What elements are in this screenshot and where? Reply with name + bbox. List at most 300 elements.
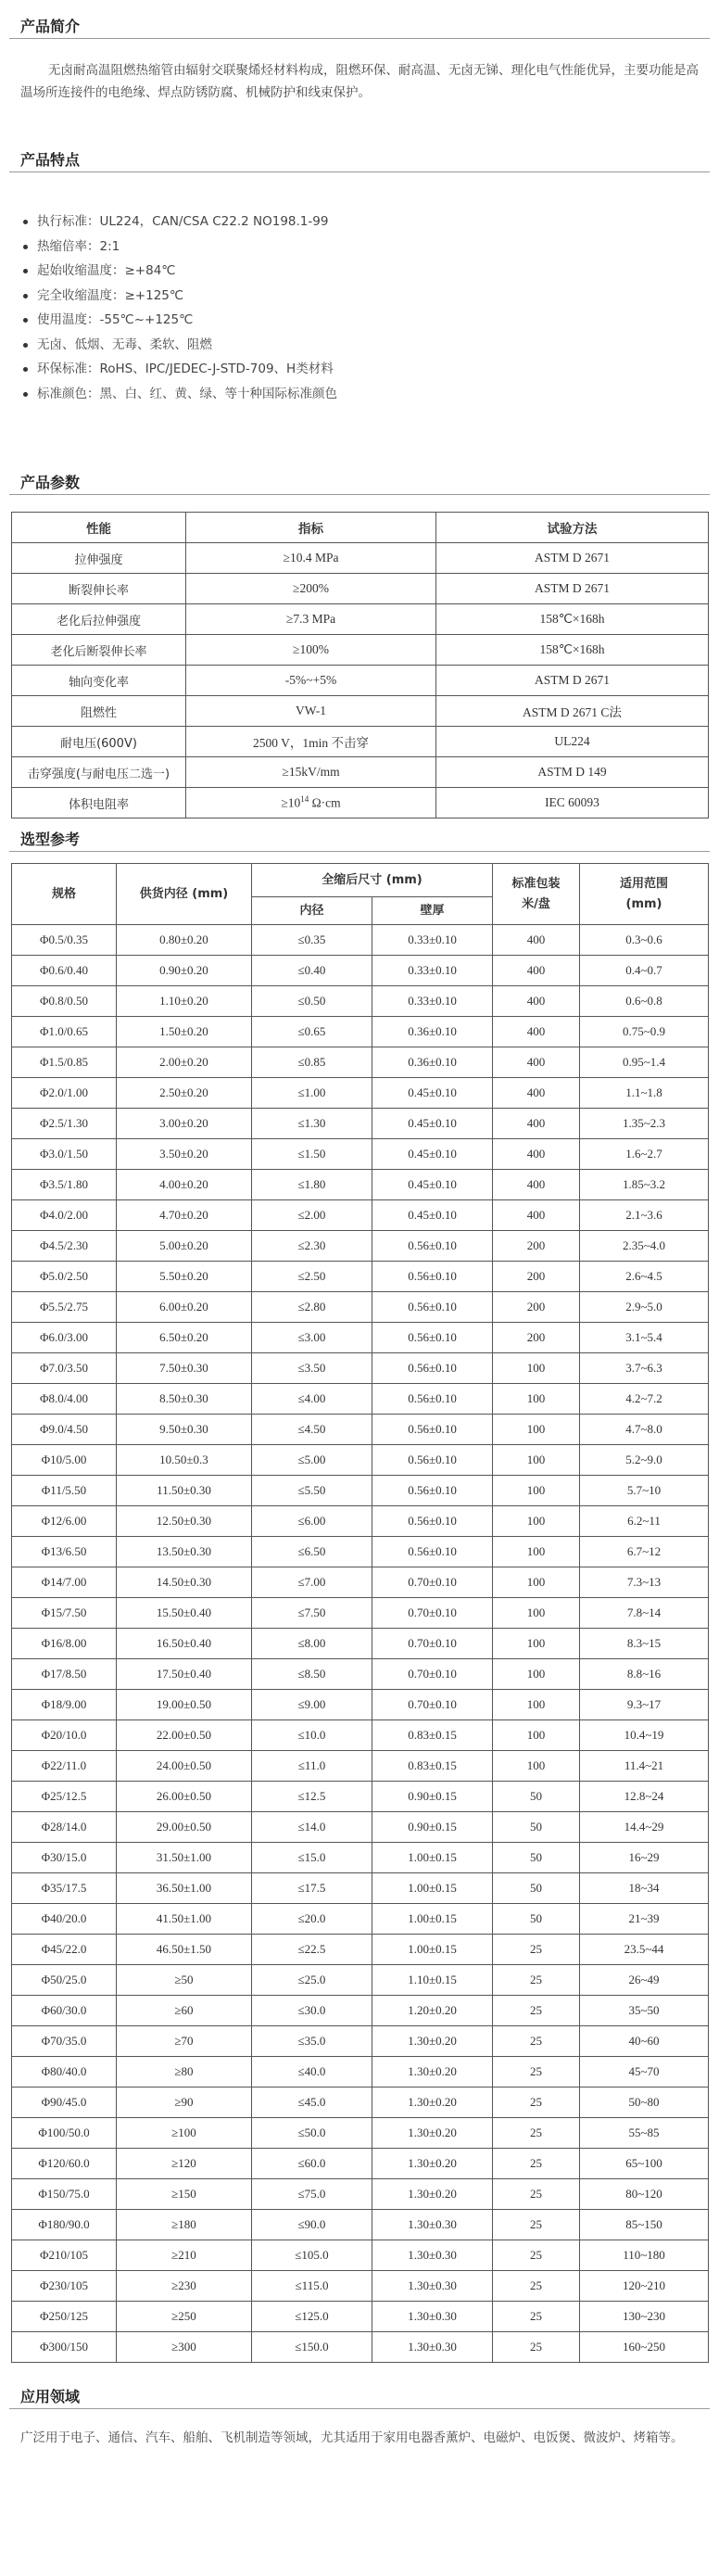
after-wall-cell: 1.30±0.20 <box>372 2026 493 2057</box>
supply-inner-cell: 8.50±0.30 <box>117 1384 252 1415</box>
after-wall-cell: 0.83±0.15 <box>372 1720 493 1751</box>
table-row <box>12 1415 709 1445</box>
table-row <box>12 2302 709 2332</box>
supply-inner-cell: ≥70 <box>117 2026 252 2057</box>
feature-item <box>20 235 719 260</box>
param-method: ASTM D 149 <box>436 757 709 788</box>
section-divider <box>9 494 710 495</box>
table-row <box>12 1690 709 1720</box>
header-packaging: 标准包装米/盘 <box>493 864 580 925</box>
after-wall-cell: 0.56±0.10 <box>372 1292 493 1323</box>
section-divider <box>9 171 710 172</box>
supply-inner-cell: ≥230 <box>117 2271 252 2302</box>
applications-paragraph: 广泛用于电子、通信、汽车、船舶、飞机制造等领域，尤其适用于家用电器香薰炉、电磁炉、电饭煲、微波炉、烤箱等。 <box>20 2430 684 2445</box>
supply-inner-cell: 0.90±0.20 <box>117 956 252 986</box>
spec-cell: Φ22/11.0 <box>12 1751 117 1782</box>
range-cell: 6.2~11 <box>580 1506 709 1537</box>
after-wall-cell: 1.30±0.30 <box>372 2240 493 2271</box>
after-wall-cell: 0.56±0.10 <box>372 1231 493 1262</box>
feature-text: 热缩倍率：2:1 <box>37 238 120 254</box>
after-wall-cell: 1.30±0.20 <box>372 2057 493 2087</box>
range-cell: 2.9~5.0 <box>580 1292 709 1323</box>
range-cell: 1.6~2.7 <box>580 1139 709 1170</box>
section-title-params: 产品参数 <box>20 474 81 491</box>
spec-cell: Φ120/60.0 <box>12 2149 117 2179</box>
after-wall-cell: 0.70±0.10 <box>372 1629 493 1659</box>
after-wall-cell: 0.56±0.10 <box>372 1262 493 1292</box>
header-after-shrink: 全缩后尺寸 (mm) <box>252 864 493 897</box>
packaging-cell: 400 <box>493 925 580 956</box>
range-cell: 55~85 <box>580 2118 709 2149</box>
spec-cell: Φ3.5/1.80 <box>12 1170 117 1200</box>
packaging-cell: 50 <box>493 1873 580 1904</box>
bullet-icon <box>23 294 28 298</box>
packaging-cell: 50 <box>493 1812 580 1843</box>
table-row <box>12 1629 709 1659</box>
range-cell: 7.8~14 <box>580 1598 709 1629</box>
packaging-cell: 400 <box>493 986 580 1017</box>
spec-cell: Φ9.0/4.50 <box>12 1415 117 1445</box>
params-row <box>12 543 709 574</box>
range-cell: 8.3~15 <box>580 1629 709 1659</box>
range-cell: 85~150 <box>580 2210 709 2240</box>
table-row <box>12 1384 709 1415</box>
after-wall-cell: 1.30±0.20 <box>372 2087 493 2118</box>
after-inner-cell: ≤30.0 <box>252 1996 372 2026</box>
after-inner-cell: ≤115.0 <box>252 2271 372 2302</box>
range-cell: 1.85~3.2 <box>580 1170 709 1200</box>
after-wall-cell: 1.00±0.15 <box>372 1873 493 1904</box>
feature-item <box>20 259 719 284</box>
after-inner-cell: ≤1.80 <box>252 1170 372 1200</box>
after-inner-cell: ≤4.00 <box>252 1384 372 1415</box>
feature-item <box>20 382 719 407</box>
after-wall-cell: 0.45±0.10 <box>372 1200 493 1231</box>
spec-cell: Φ100/50.0 <box>12 2118 117 2149</box>
table-row <box>12 1873 709 1904</box>
range-cell: 14.4~29 <box>580 1812 709 1843</box>
spec-cell: Φ25/12.5 <box>12 1782 117 1812</box>
param-value: ≥7.3 MPa <box>186 604 436 635</box>
spec-cell: Φ28/14.0 <box>12 1812 117 1843</box>
spec-cell: Φ11/5.50 <box>12 1476 117 1506</box>
after-wall-cell: 0.36±0.10 <box>372 1017 493 1047</box>
param-property: 拉伸强度 <box>12 543 186 574</box>
range-cell: 23.5~44 <box>580 1935 709 1965</box>
spec-cell: Φ45/22.0 <box>12 1935 117 1965</box>
after-inner-cell: ≤0.40 <box>252 956 372 986</box>
packaging-cell: 200 <box>493 1231 580 1262</box>
spec-cell: Φ2.0/1.00 <box>12 1078 117 1109</box>
param-value: $\ge 10^{14}$ Ω·cm <box>186 788 436 818</box>
params-row <box>12 604 709 635</box>
table-row <box>12 1965 709 1996</box>
header-after-wall: 壁厚 <box>372 897 493 925</box>
spec-cell: Φ7.0/3.50 <box>12 1353 117 1384</box>
packaging-cell: 100 <box>493 1751 580 1782</box>
after-inner-cell: ≤3.50 <box>252 1353 372 1384</box>
table-row <box>12 1047 709 1078</box>
supply-inner-cell: ≥50 <box>117 1965 252 1996</box>
after-wall-cell: 1.30±0.30 <box>372 2302 493 2332</box>
packaging-cell: 50 <box>493 1904 580 1935</box>
after-wall-cell: 0.70±0.10 <box>372 1659 493 1690</box>
params-header-cell: 试验方法 <box>436 513 709 543</box>
packaging-cell: 100 <box>493 1690 580 1720</box>
supply-inner-cell: 6.00±0.20 <box>117 1292 252 1323</box>
table-row <box>12 1904 709 1935</box>
range-cell: 35~50 <box>580 1996 709 2026</box>
supply-inner-cell: 3.50±0.20 <box>117 1139 252 1170</box>
range-cell: 0.3~0.6 <box>580 925 709 956</box>
table-row <box>12 1017 709 1047</box>
spec-cell: Φ2.5/1.30 <box>12 1109 117 1139</box>
supply-inner-cell: 11.50±0.30 <box>117 1476 252 1506</box>
range-cell: 0.95~1.4 <box>580 1047 709 1078</box>
table-row <box>12 2026 709 2057</box>
after-wall-cell: 1.30±0.20 <box>372 2118 493 2149</box>
table-row <box>12 1139 709 1170</box>
range-cell: 0.75~0.9 <box>580 1017 709 1047</box>
range-cell: 8.8~16 <box>580 1659 709 1690</box>
after-wall-cell: 0.45±0.10 <box>372 1139 493 1170</box>
after-wall-cell: 1.00±0.15 <box>372 1935 493 1965</box>
range-cell: 2.1~3.6 <box>580 1200 709 1231</box>
after-inner-cell: ≤17.5 <box>252 1873 372 1904</box>
supply-inner-cell: ≥60 <box>117 1996 252 2026</box>
after-inner-cell: ≤25.0 <box>252 1965 372 1996</box>
params-header-cell: 指标 <box>186 513 436 543</box>
after-wall-cell: 1.00±0.15 <box>372 1904 493 1935</box>
packaging-cell: 25 <box>493 2210 580 2240</box>
supply-inner-cell: ≥150 <box>117 2179 252 2210</box>
packaging-cell: 400 <box>493 1200 580 1231</box>
supply-inner-cell: 29.00±0.50 <box>117 1812 252 1843</box>
params-row <box>12 696 709 727</box>
section-header-params <box>0 456 719 499</box>
spec-cell: Φ4.5/2.30 <box>12 1231 117 1262</box>
after-wall-cell: 0.90±0.15 <box>372 1812 493 1843</box>
packaging-cell: 100 <box>493 1445 580 1476</box>
supply-inner-cell: 31.50±1.00 <box>117 1843 252 1873</box>
params-header-row <box>12 513 709 543</box>
table-row <box>12 1078 709 1109</box>
spec-cell: Φ250/125 <box>12 2302 117 2332</box>
table-row <box>12 1506 709 1537</box>
spec-cell: Φ20/10.0 <box>12 1720 117 1751</box>
after-wall-cell: 1.30±0.30 <box>372 2210 493 2240</box>
after-inner-cell: ≤15.0 <box>252 1843 372 1873</box>
packaging-cell: 25 <box>493 2057 580 2087</box>
range-cell: 0.6~0.8 <box>580 986 709 1017</box>
supply-inner-cell: ≥210 <box>117 2240 252 2271</box>
params-table <box>11 512 709 818</box>
after-inner-cell: ≤50.0 <box>252 2118 372 2149</box>
supply-inner-cell: 0.80±0.20 <box>117 925 252 956</box>
after-wall-cell: 0.33±0.10 <box>372 956 493 986</box>
bullet-icon <box>23 245 28 249</box>
param-property: 断裂伸长率 <box>12 574 186 604</box>
after-inner-cell: ≤20.0 <box>252 1904 372 1935</box>
feature-item <box>20 308 719 333</box>
spec-cell: Φ60/30.0 <box>12 1996 117 2026</box>
supply-inner-cell: 4.00±0.20 <box>117 1170 252 1200</box>
packaging-cell: 200 <box>493 1292 580 1323</box>
selection-header-row <box>12 864 709 897</box>
after-wall-cell: 0.56±0.10 <box>372 1384 493 1415</box>
packaging-cell: 400 <box>493 1017 580 1047</box>
feature-item <box>20 357 719 382</box>
table-row <box>12 986 709 1017</box>
supply-inner-cell: 1.10±0.20 <box>117 986 252 1017</box>
range-cell: 2.6~4.5 <box>580 1262 709 1292</box>
supply-inner-cell: 13.50±0.30 <box>117 1537 252 1567</box>
table-row <box>12 1170 709 1200</box>
after-inner-cell: ≤90.0 <box>252 2210 372 2240</box>
after-inner-cell: ≤8.50 <box>252 1659 372 1690</box>
range-cell: 160~250 <box>580 2332 709 2363</box>
feature-item <box>20 209 719 235</box>
supply-inner-cell: 22.00±0.50 <box>117 1720 252 1751</box>
after-wall-cell: 0.70±0.10 <box>372 1567 493 1598</box>
packaging-cell: 25 <box>493 2179 580 2210</box>
supply-inner-cell: 5.50±0.20 <box>117 1262 252 1292</box>
param-method: UL224 <box>436 727 709 757</box>
range-cell: 130~230 <box>580 2302 709 2332</box>
param-value: VW-1 <box>186 696 436 727</box>
packaging-cell: 100 <box>493 1598 580 1629</box>
packaging-cell: 25 <box>493 2332 580 2363</box>
header-after-inner: 内径 <box>252 897 372 925</box>
params-row <box>12 666 709 696</box>
supply-inner-cell: 14.50±0.30 <box>117 1567 252 1598</box>
after-inner-cell: ≤1.50 <box>252 1139 372 1170</box>
range-cell: 80~120 <box>580 2179 709 2210</box>
after-inner-cell: ≤9.00 <box>252 1690 372 1720</box>
feature-text: 执行标准：UL224，CAN/CSA C22.2 NO198.1-99 <box>37 214 329 229</box>
table-row <box>12 2149 709 2179</box>
section-divider <box>9 851 710 852</box>
table-row <box>12 1996 709 2026</box>
param-method: 158℃×168h <box>436 635 709 666</box>
packaging-cell: 25 <box>493 2240 580 2271</box>
spec-cell: Φ5.5/2.75 <box>12 1292 117 1323</box>
after-wall-cell: 0.56±0.10 <box>372 1476 493 1506</box>
after-wall-cell: 1.30±0.30 <box>372 2271 493 2302</box>
after-inner-cell: ≤0.50 <box>252 986 372 1017</box>
params-row <box>12 635 709 666</box>
section-divider <box>9 38 710 39</box>
after-wall-cell: 1.30±0.30 <box>372 2332 493 2363</box>
after-wall-cell: 0.33±0.10 <box>372 986 493 1017</box>
after-inner-cell: ≤4.50 <box>252 1415 372 1445</box>
supply-inner-cell: 2.00±0.20 <box>117 1047 252 1078</box>
packaging-cell: 400 <box>493 1047 580 1078</box>
table-row <box>12 1567 709 1598</box>
table-row <box>12 2118 709 2149</box>
table-row <box>12 2179 709 2210</box>
range-cell: 65~100 <box>580 2149 709 2179</box>
packaging-cell: 50 <box>493 1782 580 1812</box>
table-row <box>12 1751 709 1782</box>
after-inner-cell: ≤45.0 <box>252 2087 372 2118</box>
param-property: 体积电阻率 <box>12 788 186 818</box>
spec-cell: Φ4.0/2.00 <box>12 1200 117 1231</box>
features-list <box>0 176 719 456</box>
spec-cell: Φ180/90.0 <box>12 2210 117 2240</box>
range-cell: 5.2~9.0 <box>580 1445 709 1476</box>
packaging-cell: 100 <box>493 1506 580 1537</box>
spec-cell: Φ50/25.0 <box>12 1965 117 1996</box>
range-cell: 50~80 <box>580 2087 709 2118</box>
table-row <box>12 2271 709 2302</box>
spec-cell: Φ18/9.00 <box>12 1690 117 1720</box>
after-wall-cell: 0.70±0.10 <box>372 1598 493 1629</box>
after-wall-cell: 1.30±0.20 <box>372 2179 493 2210</box>
spec-cell: Φ6.0/3.00 <box>12 1323 117 1353</box>
after-wall-cell: 0.45±0.10 <box>372 1170 493 1200</box>
packaging-cell: 25 <box>493 2087 580 2118</box>
after-inner-cell: ≤11.0 <box>252 1751 372 1782</box>
packaging-cell: 50 <box>493 1843 580 1873</box>
packaging-cell: 100 <box>493 1659 580 1690</box>
supply-inner-cell: 5.00±0.20 <box>117 1231 252 1262</box>
table-row <box>12 1935 709 1965</box>
section-title-selection: 选型参考 <box>20 831 81 848</box>
params-row <box>12 757 709 788</box>
table-row <box>12 2332 709 2363</box>
packaging-cell: 25 <box>493 2026 580 2057</box>
table-row <box>12 2210 709 2240</box>
param-property: 轴向变化率 <box>12 666 186 696</box>
spec-cell: Φ0.8/0.50 <box>12 986 117 1017</box>
range-cell: 2.35~4.0 <box>580 1231 709 1262</box>
after-inner-cell: ≤2.80 <box>252 1292 372 1323</box>
supply-inner-cell: ≥80 <box>117 2057 252 2087</box>
supply-inner-cell: 46.50±1.50 <box>117 1935 252 1965</box>
after-inner-cell: ≤2.50 <box>252 1262 372 1292</box>
after-inner-cell: ≤14.0 <box>252 1812 372 1843</box>
after-inner-cell: ≤105.0 <box>252 2240 372 2271</box>
spec-cell: Φ17/8.50 <box>12 1659 117 1690</box>
table-row <box>12 1445 709 1476</box>
packaging-cell: 400 <box>493 1078 580 1109</box>
table-row <box>12 1292 709 1323</box>
range-cell: 9.3~17 <box>580 1690 709 1720</box>
after-inner-cell: ≤60.0 <box>252 2149 372 2179</box>
packaging-cell: 400 <box>493 956 580 986</box>
spec-cell: Φ14/7.00 <box>12 1567 117 1598</box>
spec-cell: Φ1.5/0.85 <box>12 1047 117 1078</box>
supply-inner-cell: 9.50±0.30 <box>117 1415 252 1445</box>
packaging-cell: 200 <box>493 1323 580 1353</box>
param-value: ≥15kV/mm <box>186 757 436 788</box>
param-value: ≥10.4 MPa <box>186 543 436 574</box>
supply-inner-cell: ≥100 <box>117 2118 252 2149</box>
supply-inner-cell: 17.50±0.40 <box>117 1659 252 1690</box>
after-inner-cell: ≤75.0 <box>252 2179 372 2210</box>
exponent: 14 <box>300 794 309 805</box>
supply-inner-cell: 15.50±0.40 <box>117 1598 252 1629</box>
spec-cell: Φ15/7.50 <box>12 1598 117 1629</box>
range-cell: 45~70 <box>580 2057 709 2087</box>
range-cell: 5.7~10 <box>580 1476 709 1506</box>
supply-inner-cell: 19.00±0.50 <box>117 1690 252 1720</box>
after-inner-cell: ≤22.5 <box>252 1935 372 1965</box>
params-row <box>12 788 709 818</box>
packaging-cell: 400 <box>493 1109 580 1139</box>
after-inner-cell: ≤0.65 <box>252 1017 372 1047</box>
after-wall-cell: 0.56±0.10 <box>372 1537 493 1567</box>
packaging-cell: 400 <box>493 1170 580 1200</box>
range-cell: 0.4~0.7 <box>580 956 709 986</box>
packaging-cell: 400 <box>493 1139 580 1170</box>
supply-inner-cell: ≥250 <box>117 2302 252 2332</box>
spec-cell: Φ80/40.0 <box>12 2057 117 2087</box>
after-inner-cell: ≤10.0 <box>252 1720 372 1751</box>
param-method: ASTM D 2671 <box>436 666 709 696</box>
after-inner-cell: ≤2.00 <box>252 1200 372 1231</box>
feature-text: 完全收缩温度：≥+125℃ <box>37 287 184 303</box>
after-wall-cell: 0.56±0.10 <box>372 1323 493 1353</box>
table-row <box>12 1782 709 1812</box>
supply-inner-cell: 12.50±0.30 <box>117 1506 252 1537</box>
packaging-cell: 100 <box>493 1353 580 1384</box>
spec-cell: Φ300/150 <box>12 2332 117 2363</box>
feature-text: 起始收缩温度：≥+84℃ <box>37 263 176 278</box>
section-title-intro: 产品简介 <box>20 18 81 35</box>
supply-inner-cell: 10.50±0.3 <box>117 1445 252 1476</box>
after-wall-cell: 1.10±0.15 <box>372 1965 493 1996</box>
feature-item <box>20 333 719 358</box>
table-row <box>12 1323 709 1353</box>
feature-item <box>20 284 719 309</box>
packaging-cell: 25 <box>493 1965 580 1996</box>
after-inner-cell: ≤35.0 <box>252 2026 372 2057</box>
after-wall-cell: 1.20±0.20 <box>372 1996 493 2026</box>
range-cell: 3.7~6.3 <box>580 1353 709 1384</box>
supply-inner-cell: 26.00±0.50 <box>117 1782 252 1812</box>
param-method: ASTM D 2671 <box>436 574 709 604</box>
section-title-apps: 应用领域 <box>20 2388 81 2405</box>
after-wall-cell: 0.45±0.10 <box>372 1078 493 1109</box>
after-inner-cell: ≤1.30 <box>252 1109 372 1139</box>
packaging-cell: 100 <box>493 1537 580 1567</box>
supply-inner-cell: ≥180 <box>117 2210 252 2240</box>
packaging-cell: 25 <box>493 1935 580 1965</box>
range-cell: 1.1~1.8 <box>580 1078 709 1109</box>
param-property: 老化后拉伸强度 <box>12 604 186 635</box>
param-property: 击穿强度(与耐电压二选一) <box>12 757 186 788</box>
table-row <box>12 2240 709 2271</box>
packaging-cell: 100 <box>493 1629 580 1659</box>
params-row <box>12 727 709 757</box>
table-row <box>12 1659 709 1690</box>
params-header-cell: 性能 <box>12 513 186 543</box>
range-cell: 26~49 <box>580 1965 709 1996</box>
after-wall-cell: 0.83±0.15 <box>372 1751 493 1782</box>
table-row <box>12 2087 709 2118</box>
table-row <box>12 1476 709 1506</box>
after-inner-cell: ≤40.0 <box>252 2057 372 2087</box>
after-inner-cell: ≤6.00 <box>252 1506 372 1537</box>
range-cell: 1.35~2.3 <box>580 1109 709 1139</box>
params-row <box>12 574 709 604</box>
range-cell: 120~210 <box>580 2271 709 2302</box>
spec-cell: Φ0.6/0.40 <box>12 956 117 986</box>
after-wall-cell: 0.90±0.15 <box>372 1782 493 1812</box>
supply-inner-cell: 7.50±0.30 <box>117 1353 252 1384</box>
